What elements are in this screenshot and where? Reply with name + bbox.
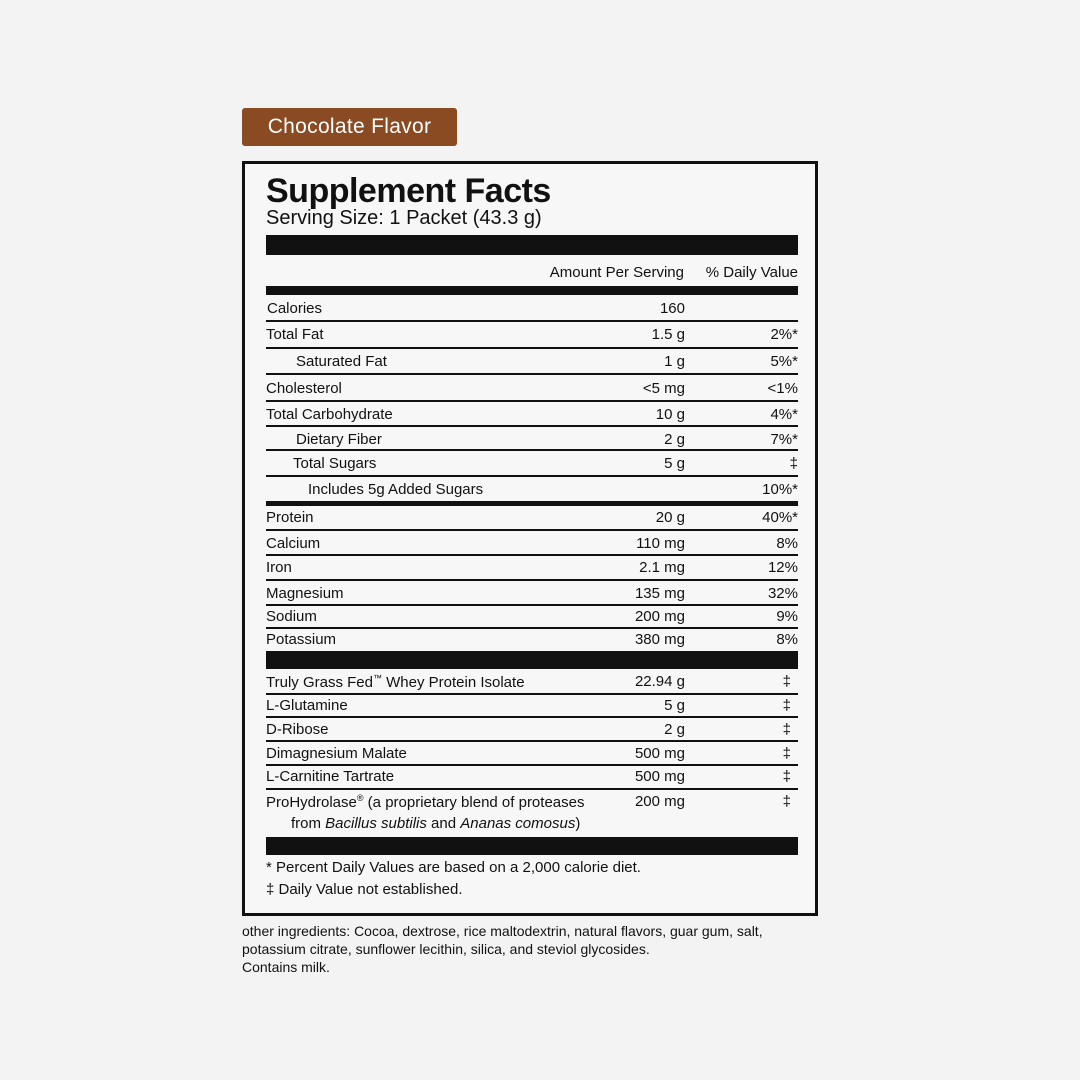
nutrient-label: Potassium <box>266 631 337 648</box>
ingredient-label: Dimagnesium Malate <box>266 745 407 762</box>
divider <box>266 320 798 322</box>
ingredient-dv: ‡ <box>782 721 791 738</box>
ingredient-label: Truly Grass Fed™ Whey Protein Isolate <box>266 673 525 691</box>
nutrient-dv: 7%* <box>770 431 798 448</box>
nutrient-label: Includes 5g Added Sugars <box>308 481 484 498</box>
nutrient-label: Iron <box>266 559 292 576</box>
nutrient-amount: 160 <box>659 300 685 317</box>
nutrient-label: Saturated Fat <box>296 353 387 370</box>
nutrient-amount: 110 mg <box>636 535 685 552</box>
nutrient-amount: 2.1 mg <box>639 559 685 576</box>
divider <box>266 627 798 629</box>
nutrient-label: Total Carbohydrate <box>266 406 393 423</box>
ingredient-label: D-Ribose <box>266 721 329 738</box>
ingredient-amount: 2 g <box>664 721 685 738</box>
nutrient-amount: 2 g <box>664 431 685 448</box>
ingredient-amount: 500 mg <box>634 768 685 785</box>
ingredient-amount: 22.94 g <box>634 673 685 690</box>
nutrient-amount: <5 mg <box>642 380 685 397</box>
ingredient-label: L-Carnitine Tartrate <box>266 768 395 785</box>
divider <box>266 740 798 742</box>
ingredient-label-continued: from Bacillus subtilis and Ananas comosus) <box>291 815 581 832</box>
nutrient-amount: 380 mg <box>634 631 685 648</box>
ingredient-amount: 500 mg <box>634 745 685 762</box>
divider <box>266 764 798 766</box>
nutrient-label: Magnesium <box>266 585 344 602</box>
divider <box>266 693 798 695</box>
nutrient-label: Sodium <box>266 608 317 625</box>
nutrient-dv: 40%* <box>762 509 798 526</box>
nutrient-dv: <1% <box>767 380 798 397</box>
ingredient-label: L-Glutamine <box>266 697 348 714</box>
divider <box>266 347 798 349</box>
nutrient-dv: 9% <box>776 608 798 625</box>
nutrient-amount: 1.5 g <box>651 326 685 343</box>
nutrient-amount: 20 g <box>655 509 685 526</box>
thick-divider <box>266 837 798 855</box>
serving-size: Serving Size: 1 Packet (43.3 g) <box>266 207 542 229</box>
ingredient-dv: ‡ <box>782 793 791 810</box>
nutrient-amount: 5 g <box>664 455 685 472</box>
other-ingredients-line: potassium citrate, sunflower lecithin, silica, and steviol glycosides. <box>242 941 650 957</box>
divider <box>266 554 798 556</box>
footnote-daily-values: * Percent Daily Values are based on a 2,000 calorie diet. <box>266 859 641 876</box>
nutrient-dv: 5%* <box>770 353 798 370</box>
supplement-facts-panel <box>242 161 818 916</box>
nutrient-label: Calories <box>267 300 323 317</box>
blend-row-prohydrolase <box>266 793 798 837</box>
divider <box>266 449 798 451</box>
panel-title: Supplement Facts <box>266 172 551 210</box>
ingredient-label: ProHydrolase® (a proprietary blend of proteases <box>266 793 585 811</box>
nutrient-amount: 135 mg <box>634 585 685 602</box>
thick-divider <box>266 286 798 295</box>
ingredient-dv: ‡ <box>782 697 791 714</box>
nutrient-label: Calcium <box>266 535 321 552</box>
nutrient-dv: 8% <box>776 535 798 552</box>
ingredient-dv: ‡ <box>782 768 791 785</box>
divider <box>266 400 798 402</box>
thick-divider <box>266 651 798 669</box>
amount-per-serving-header: Amount Per Serving <box>549 264 684 281</box>
daily-value-header: % Daily Value <box>705 264 798 281</box>
allergen-statement: Contains milk. <box>242 959 330 975</box>
nutrient-dv: 32% <box>767 585 798 602</box>
other-ingredients <box>242 922 852 976</box>
ingredient-amount: 5 g <box>664 697 685 714</box>
flavor-badge: Chocolate Flavor <box>242 108 457 146</box>
ingredient-amount: 200 mg <box>634 793 685 810</box>
nutrient-dv: ‡ <box>789 455 798 472</box>
nutrient-label: Protein <box>266 509 314 526</box>
divider <box>266 475 798 477</box>
nutrient-dv: 12% <box>767 559 798 576</box>
nutrient-amount: 10 g <box>655 406 685 423</box>
ingredient-dv: ‡ <box>782 673 791 690</box>
divider <box>266 425 798 427</box>
divider <box>266 529 798 531</box>
nutrient-label: Total Fat <box>266 326 324 343</box>
nutrient-amount: 200 mg <box>634 608 685 625</box>
nutrient-label: Dietary Fiber <box>296 431 382 448</box>
ingredient-dv: ‡ <box>782 745 791 762</box>
footnote-not-established: ‡ Daily Value not established. <box>266 881 463 898</box>
medium-divider <box>266 501 798 506</box>
nutrient-dv: 10%* <box>762 481 798 498</box>
nutrient-dv: 4%* <box>770 406 798 423</box>
other-ingredients-line: other ingredients: Cocoa, dextrose, rice maltodextrin, natural flavors, guar gum, salt, <box>242 923 763 939</box>
nutrient-label: Cholesterol <box>266 380 342 397</box>
thick-divider <box>266 235 798 255</box>
divider <box>266 788 798 790</box>
divider <box>266 716 798 718</box>
nutrient-label: Total Sugars <box>293 455 377 472</box>
divider <box>266 604 798 606</box>
nutrient-amount: 1 g <box>664 353 685 370</box>
divider <box>266 373 798 375</box>
divider <box>266 579 798 581</box>
nutrient-dv: 8% <box>776 631 798 648</box>
nutrient-dv: 2%* <box>770 326 798 343</box>
